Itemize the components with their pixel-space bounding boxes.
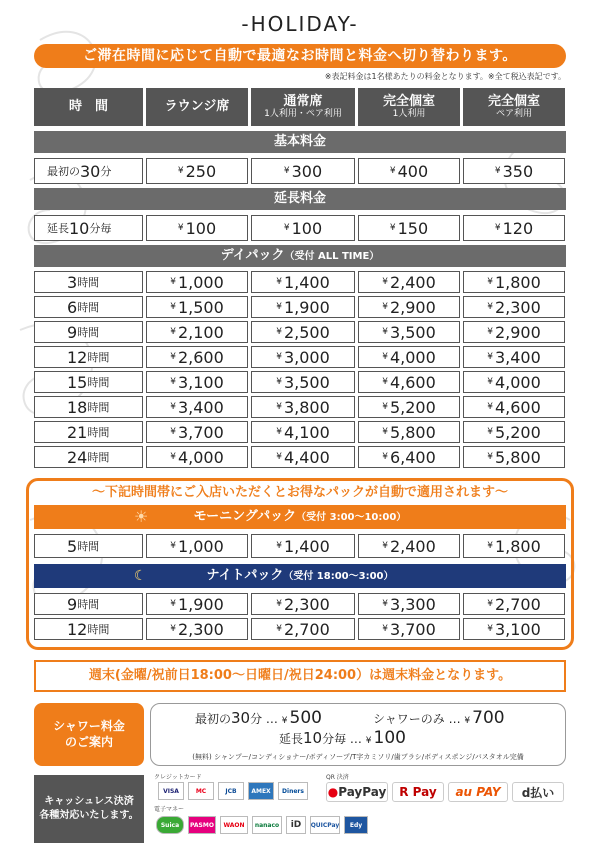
sun-icon: ☀ — [134, 507, 149, 526]
price-cell: ¥ 2,400 — [358, 271, 460, 293]
hours-label: 12 時間 — [34, 618, 143, 640]
price-cell: ¥ 2,300 — [251, 593, 355, 615]
table-row — [34, 421, 566, 443]
table-row — [34, 534, 566, 558]
rakuten-pay-logo: R Pay — [392, 782, 444, 802]
price-cell: ¥ 2,900 — [358, 296, 460, 318]
hours-label: 24 時間 — [34, 446, 143, 468]
hours-label: 12 時間 — [34, 346, 143, 368]
hours-label: 5 時間 — [34, 534, 143, 558]
special-pack-title: 〜下記時間帯にご入店いただくとお得なパックが自動で適用されます〜 — [91, 485, 508, 500]
extension-label: 延長 10 分毎 — [34, 215, 143, 241]
base-price: ¥ 250 — [146, 158, 248, 184]
price-cell: ¥ 5,200 — [358, 396, 460, 418]
price-cell: ¥ 1,900 — [251, 296, 355, 318]
section-extension: 延長料金 — [34, 188, 566, 210]
table-row — [34, 346, 566, 368]
pasmo-logo: PASMO — [188, 816, 216, 834]
section-base: 基本料金 — [34, 131, 566, 153]
price-cell: ¥ 2,100 — [146, 321, 248, 343]
header-private-single: 完全個室 1人利用 — [358, 88, 460, 126]
header-time: 時 間 — [34, 88, 143, 126]
price-cell: ¥ 3,300 — [358, 593, 460, 615]
quicpay-logo: QUICPay — [310, 816, 340, 834]
price-cell: ¥ 2,700 — [463, 593, 565, 615]
price-cell: ¥ 4,000 — [463, 371, 565, 393]
price-cell: ¥ 4,400 — [251, 446, 355, 468]
extension-price: ¥ 150 — [358, 215, 460, 241]
shower-only: シャワーのみ … ¥ 700 — [373, 708, 505, 728]
base-price: ¥ 400 — [358, 158, 460, 184]
shower-prices — [150, 703, 566, 766]
extension-row — [34, 215, 566, 241]
price-cell: ¥ 3,500 — [358, 321, 460, 343]
price-cell: ¥ 3,400 — [146, 396, 248, 418]
price-cell: ¥ 2,300 — [463, 296, 565, 318]
price-cell: ¥ 3,000 — [251, 346, 355, 368]
base-label: 最初の 30 分 — [34, 158, 143, 184]
moon-icon: ☾ — [134, 568, 147, 584]
price-cell: ¥ 3,100 — [463, 618, 565, 640]
extension-price: ¥ 100 — [146, 215, 248, 241]
price-cell: ¥ 1,000 — [146, 271, 248, 293]
emoney-label: 電子マネー — [154, 806, 185, 813]
price-cell: ¥ 3,100 — [146, 371, 248, 393]
price-cell: ¥ 1,400 — [251, 534, 355, 558]
price-cell: ¥ 2,900 — [463, 321, 565, 343]
table-header-row — [34, 88, 566, 126]
au-pay-logo: au PAY — [448, 782, 508, 802]
extension-price: ¥ 100 — [251, 215, 355, 241]
credit-card-label: クレジットカード — [154, 774, 202, 781]
price-cell: ¥ 2,600 — [146, 346, 248, 368]
section-daypack: デイパック（受付 ALL TIME） — [34, 245, 566, 267]
price-cell: ¥ 1,500 — [146, 296, 248, 318]
nanaco-logo: nanaco — [252, 816, 282, 834]
price-cell: ¥ 1,800 — [463, 534, 565, 558]
price-cell: ¥ 5,800 — [463, 446, 565, 468]
hours-label: 3 時間 — [34, 271, 143, 293]
base-row — [34, 158, 566, 184]
hours-label: 9 時間 — [34, 321, 143, 343]
cashless-label: キャッシュレス決済 各種対応いたします。 — [34, 775, 144, 843]
hours-label: 18 時間 — [34, 396, 143, 418]
amex-logo: AMEX — [248, 782, 274, 800]
table-row — [34, 371, 566, 393]
diners-logo: Diners — [278, 782, 308, 800]
shower-amenities: (無料) シャンプー/コンディショナー/ボディソープ/T字カミソリ/歯ブラシ/ボディスポンジ/バスタオル完備 — [192, 753, 524, 761]
shower-label: シャワー料金 のご案内 — [34, 703, 144, 766]
hours-label: 15 時間 — [34, 371, 143, 393]
suica-logo: Suica — [156, 816, 184, 834]
price-cell: ¥ 2,500 — [251, 321, 355, 343]
price-cell: ¥ 3,700 — [358, 618, 460, 640]
jcb-logo: JCB — [218, 782, 244, 800]
price-cell: ¥ 6,400 — [358, 446, 460, 468]
night-pack-bar: ☾ ナイトパック（受付 18:00〜3:00） — [34, 564, 566, 588]
edy-logo: Edy — [344, 816, 368, 834]
table-row — [34, 296, 566, 318]
price-cell: ¥ 5,200 — [463, 421, 565, 443]
shower-extension: 延長10分毎 … ¥ 100 — [279, 728, 406, 748]
table-row — [34, 321, 566, 343]
price-cell: ¥ 4,600 — [358, 371, 460, 393]
table-row — [34, 618, 566, 640]
price-cell: ¥ 3,800 — [251, 396, 355, 418]
qr-label: QR 決済 — [326, 774, 349, 781]
d-barai-logo: d払い — [512, 782, 564, 802]
extension-price: ¥ 120 — [463, 215, 565, 241]
paypay-logo: ● PayPay — [326, 782, 388, 802]
price-cell: ¥ 5,800 — [358, 421, 460, 443]
id-logo: iD — [286, 816, 306, 834]
weekend-notice: 週末(金曜/祝前日18:00〜日曜日/祝日24:00）は週末料金となります。 — [34, 660, 566, 692]
special-pack-table — [34, 505, 566, 645]
price-cell: ¥ 1,000 — [146, 534, 248, 558]
waon-logo: WAON — [220, 816, 248, 834]
hours-label: 9 時間 — [34, 593, 143, 615]
cashless-logos — [150, 772, 566, 844]
price-cell: ¥ 4,000 — [146, 446, 248, 468]
visa-logo: VISA — [158, 782, 184, 800]
price-cell: ¥ 4,100 — [251, 421, 355, 443]
hours-label: 21 時間 — [34, 421, 143, 443]
table-row — [34, 446, 566, 468]
price-cell: ¥ 3,500 — [251, 371, 355, 393]
header-private-pair: 完全個室 ペア利用 — [463, 88, 565, 126]
price-cell: ¥ 2,300 — [146, 618, 248, 640]
page-title: -HOLIDAY- — [241, 12, 359, 36]
base-price: ¥ 350 — [463, 158, 565, 184]
table-row — [34, 271, 566, 293]
shower-first-30: 最初の30分 … ¥ 500 — [195, 708, 322, 728]
mastercard-logo: MC — [188, 782, 214, 800]
header-lounge: ラウンジ席 — [146, 88, 248, 126]
price-cell: ¥ 4,000 — [358, 346, 460, 368]
morning-pack-bar: ☀ モーニングパック（受付 3:00〜10:00） — [34, 505, 566, 529]
price-cell: ¥ 2,700 — [251, 618, 355, 640]
base-price: ¥ 300 — [251, 158, 355, 184]
price-cell: ¥ 1,900 — [146, 593, 248, 615]
price-cell: ¥ 2,400 — [358, 534, 460, 558]
header-normal: 通常席 1人利用・ペア利用 — [251, 88, 355, 126]
auto-switch-banner: ご滞在時間に応じて自動で最適なお時間と料金へ切り替わります。 — [34, 44, 566, 68]
table-row — [34, 593, 566, 615]
price-cell: ¥ 3,700 — [146, 421, 248, 443]
main-price-table — [34, 88, 566, 478]
price-cell: ¥ 3,400 — [463, 346, 565, 368]
price-cell: ¥ 4,600 — [463, 396, 565, 418]
price-cell: ¥ 1,400 — [251, 271, 355, 293]
tax-note: ※表記料金は1名様あたりの料金となります。※全て税込表記です。 — [324, 72, 566, 81]
table-row — [34, 396, 566, 418]
price-cell: ¥ 1,800 — [463, 271, 565, 293]
hours-label: 6 時間 — [34, 296, 143, 318]
